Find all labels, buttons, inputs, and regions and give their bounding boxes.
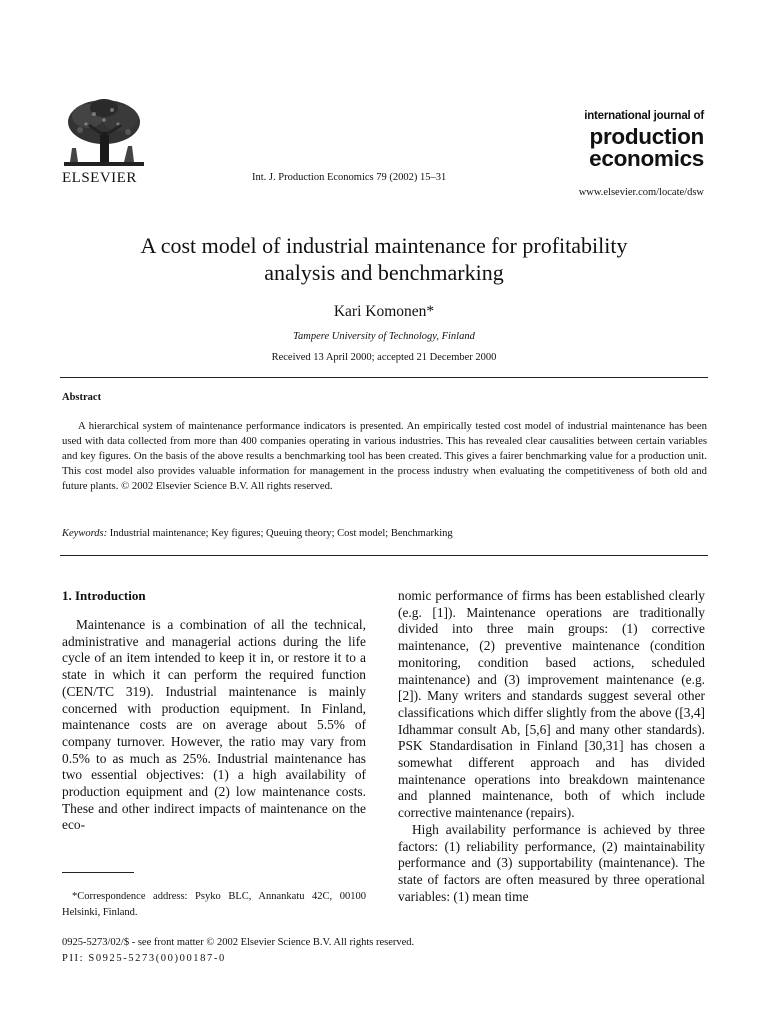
article-title-line2: analysis and benchmarking: [264, 260, 504, 285]
journal-title-line2: economics: [589, 146, 704, 171]
left-column: [62, 617, 366, 834]
footnote-divider: [62, 872, 134, 873]
divider-top: [60, 377, 708, 378]
abstract-text: A hierarchical system of maintenance performance indicators is presented. An empirically tested cost model of industrial maintenance has been used with data collected from more than 400 companies operating in various industries. This has revealed clear causalities between certain variables and key figures. On the basis of the above results a benchmarking tool has been created. This gives a fairer benchmarking value for a production unit. This cost model also provides valuable information for management in the process industry when evaluating the competitiveness of both old and future plants. © 2002 Elsevier Science B.V. All rights reserved.: [62, 420, 707, 492]
journal-citation: Int. J. Production Economics 79 (2002) 15–31: [252, 172, 447, 183]
abstract-heading: Abstract: [62, 392, 102, 403]
keywords-text: Industrial maintenance; Key figures; Queuing theory; Cost model; Benchmarking: [109, 528, 453, 539]
elsevier-tree-logo: [58, 96, 150, 176]
author-affiliation: Tampere University of Technology, Finland: [293, 331, 475, 342]
right-column: [398, 588, 705, 905]
journal-title-prefix: international journal of: [584, 110, 704, 122]
received-dates: Received 13 April 2000; accepted 21 December 2000: [271, 352, 497, 363]
article-title: [60, 232, 708, 286]
pii-line: PII: S0925-5273(00)00187-0: [62, 953, 226, 964]
journal-title-line1: production: [589, 124, 704, 149]
journal-url-link[interactable]: www.elsevier.com/locate/dsw: [578, 187, 704, 198]
divider-bottom: [60, 555, 708, 556]
correspondence-footnote: *Correspondence address: Psyko BLC, Annankatu 42C, 00100 Helsinki, Finland.: [62, 891, 366, 918]
keywords-label: Keywords:: [62, 528, 108, 539]
section-heading: 1. Introduction: [62, 588, 146, 603]
article-title-line1: A cost model of industrial maintenance for profitability: [140, 233, 628, 258]
front-matter-line: 0925-5273/02/$ - see front matter © 2002 Elsevier Science B.V. All rights reserved.: [62, 937, 415, 948]
author-name: Kari Komonen*: [333, 303, 435, 320]
intro-paragraph: Maintenance is a combination of all the technical, administrative and managerial actions during the life cycle of an item intended to keep it in, or restore it to a state in which it can perform the required function (CEN/TC 319). Industrial maintenance is mainly concerned with production equipment. In Finland, maintenance costs are on average about 5.5% of company turnover. However, the ratio may vary from 0.5% to as much as 25%. Industrial maintenance has two essential objectives: (1) a high availability of production equipment and (2) low maintenance costs. These and other indirect impacts of maintenance on the eco-: [62, 617, 366, 833]
keywords-line: [62, 528, 453, 539]
right-paragraph-2: High availability performance is achieved by three factors: (1) reliability performance, (2) maintainability performance and (3) supportability (maintenance). The state of factors are often measured by three operational variables: (1) mean time: [398, 821, 705, 904]
publisher-name: ELSEVIER: [62, 170, 137, 186]
right-paragraph-1: nomic performance of firms has been established clearly (e.g. [1]). Maintenance operations are traditionally divided into three main groups: (1) corrective maintenance, (2) preventive maintenance (condition monitoring, condition based actions, scheduled maintenance) and (3) improvement maintenance (e.g. [2]). Many writers and standards suggest several other classifications which differ slightly from the above ([3,4] Idhammar consult Ab, [5,6] and many other standards). PSK Standardisation in Finland [30,31] has chosen a somewhat different approach and has divided maintenance operations into breakdown maintenance and planned maintenance, both of which include corrective maintenance (repairs).: [398, 588, 705, 821]
